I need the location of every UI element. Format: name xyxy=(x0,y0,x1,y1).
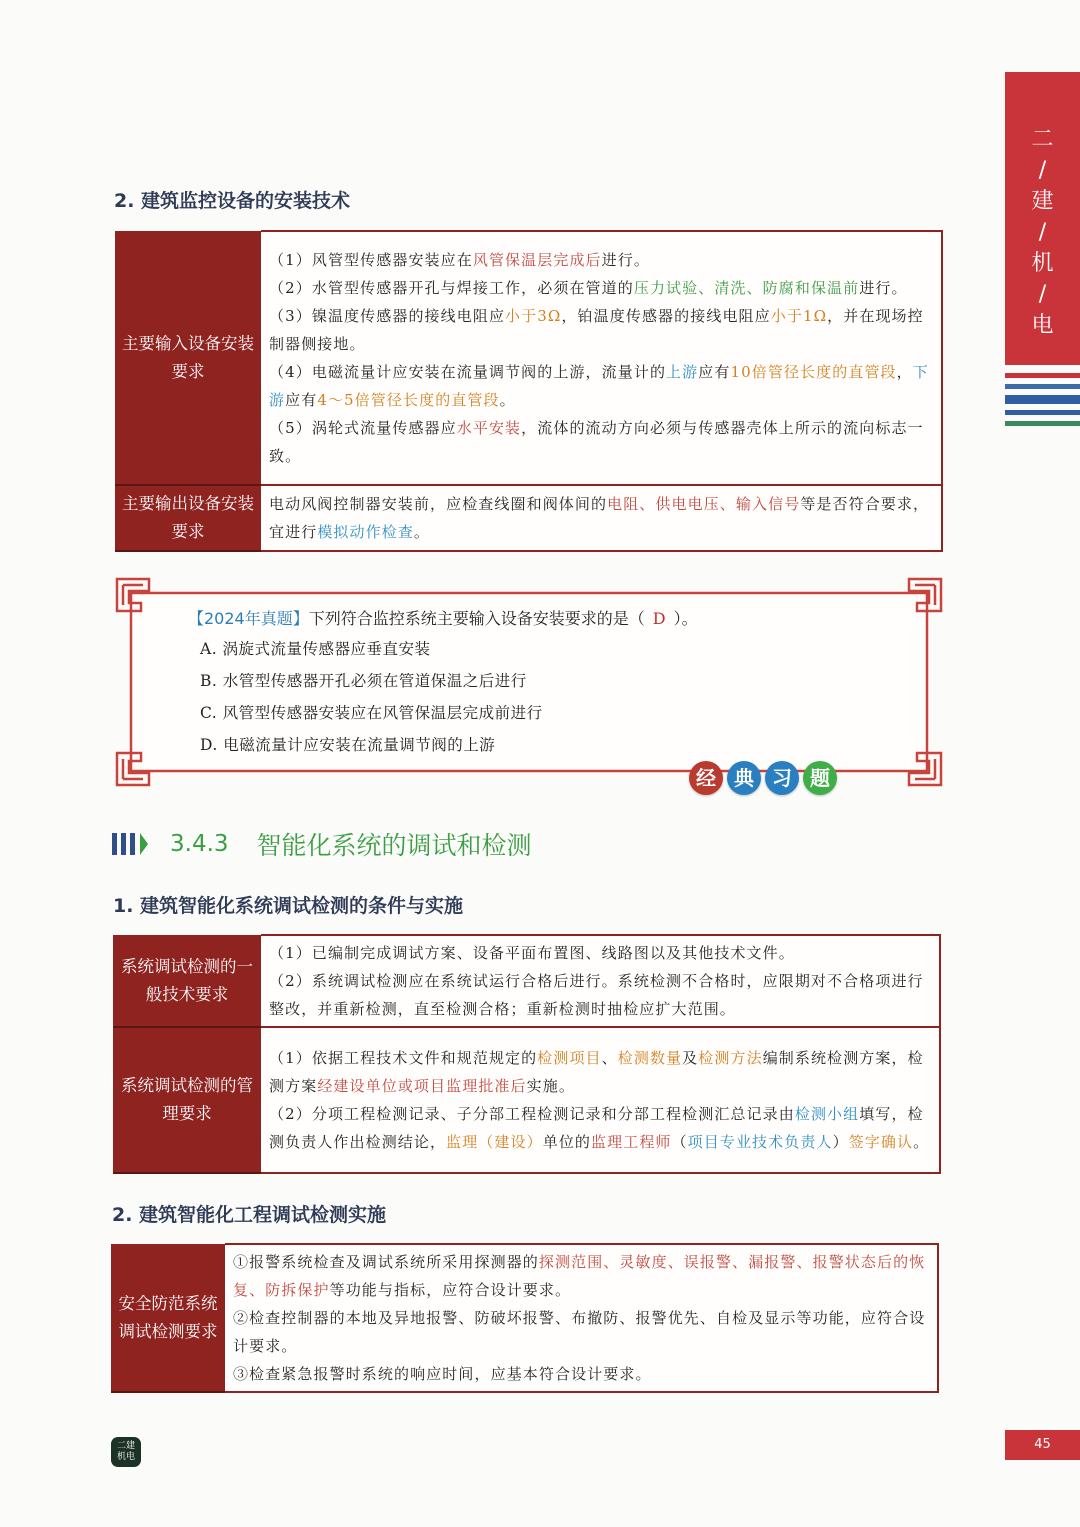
content-paragraph xyxy=(269,490,933,546)
plain-text: 等是否符合要求，宜进行 xyxy=(269,495,930,541)
content-paragraph xyxy=(269,1100,931,1156)
exam-year-tag: 【2024年真题】 xyxy=(188,609,309,628)
plain-text: 应有 xyxy=(285,391,318,409)
row-content xyxy=(225,1244,938,1392)
section-number: 3.4.3 xyxy=(170,831,229,857)
plain-text: ） xyxy=(832,1133,849,1151)
row-content xyxy=(261,935,940,1027)
plain-text: （2）分项工程检测记录、子分部工程检测记录和分部工程检测汇总记录由 xyxy=(269,1105,795,1123)
plain-text: ，并在现场控制器侧接地。 xyxy=(269,307,924,353)
monitoring-install-table xyxy=(115,230,943,552)
content-paragraph xyxy=(269,1044,931,1100)
option-c: C. 风管型传感器安装应在风管保温层完成前进行 xyxy=(200,704,543,722)
plain-text: （1）依据工程技术文件和规范规定的 xyxy=(269,1049,538,1067)
option-a: A. 涡旋式流量传感器应垂直安装 xyxy=(200,640,431,658)
content-paragraph xyxy=(233,1360,929,1388)
plain-text: （2）系统调试检测应在系统试运行合格后进行。系统检测不合格时，应限期对不合格项进行整改，并重新检测，直至检测合格；重新检测时抽检应扩大范围。 xyxy=(269,972,924,1018)
plain-text: 进行。 xyxy=(859,279,908,297)
side-tab-char: 二 xyxy=(1031,127,1054,152)
stripe xyxy=(1005,410,1080,415)
plain-text: 应有 xyxy=(698,363,731,381)
highlighted-term: 压力试验、清洗、防腐和保温前 xyxy=(633,279,860,297)
table-row xyxy=(113,935,940,1027)
plain-text: 等功能与指标，应符合设计要求。 xyxy=(329,1281,572,1299)
security-debug-table xyxy=(111,1243,939,1393)
highlighted-term: 上游 xyxy=(666,363,699,381)
highlighted-term: 经建设单位或项目监理批准后 xyxy=(317,1077,527,1095)
plain-text: 填写，检测负责人作出检测结论， xyxy=(269,1105,924,1151)
page-number: 45 xyxy=(1005,1430,1080,1460)
section-heading-conditions: 1. 建筑智能化系统调试检测的条件与实施 xyxy=(113,895,464,917)
answer: D xyxy=(652,609,666,628)
highlighted-term: 下游 xyxy=(269,363,929,409)
stripe xyxy=(1005,421,1080,426)
plain-text: ②检查控制器的本地及异地报警、防破坏报警、布撤防、报警优先、自检及显示等功能，应符合设计要求。 xyxy=(233,1309,926,1355)
content-paragraph xyxy=(269,358,933,414)
plain-text: ①报警系统检查及调试系统所采用探测器的 xyxy=(233,1253,539,1271)
highlighted-term: 检测小组 xyxy=(794,1105,860,1123)
option-d: D. 电磁流量计应安装在流量调节阀的上游 xyxy=(200,736,496,754)
row-label: 安全防范系统调试检测要求 xyxy=(111,1244,225,1392)
plain-text: （2）水管型传感器开孔与焊接工作，必须在管道的 xyxy=(269,279,634,297)
table-row xyxy=(113,1027,940,1173)
stripe xyxy=(1005,395,1080,404)
side-tab-char: / xyxy=(1038,220,1047,245)
plain-text: ，流体的流动方向必须与传感器壳体上所示的流向标志一致。 xyxy=(269,419,924,465)
plain-text: ， xyxy=(896,363,913,381)
highlighted-term: 检测数量 xyxy=(617,1049,683,1067)
plain-text: （4）电磁流量计应安装在流量调节阀的上游，流量计的 xyxy=(269,363,667,381)
plain-text: （1）已编制完成调试方案、设备平面布置图、线路图以及其他技术文件。 xyxy=(269,944,795,962)
table-row xyxy=(115,231,942,485)
section-bars-icon xyxy=(112,831,154,857)
row-content xyxy=(261,1027,940,1173)
section-title xyxy=(112,824,532,864)
side-tab-char: 机 xyxy=(1031,251,1054,276)
side-tab-char: 电 xyxy=(1031,313,1054,338)
section-heading-monitoring: 2. 建筑监控设备的安装技术 xyxy=(114,190,351,212)
highlighted-term: 小于3Ω xyxy=(505,307,562,325)
plain-text: 进行。 xyxy=(601,251,650,269)
side-tab-char: / xyxy=(1038,282,1047,307)
stripe xyxy=(1005,373,1080,378)
plain-text: 。 xyxy=(499,391,516,409)
side-tab-stripes xyxy=(1005,373,1080,426)
stripe xyxy=(1005,384,1080,389)
highlighted-term: 项目专业技术负责人 xyxy=(687,1133,833,1151)
row-content xyxy=(261,485,942,551)
logo-line: 二建 xyxy=(116,1441,135,1451)
row-label: 系统调试检测的一般技术要求 xyxy=(113,935,261,1027)
badge-char: 习 xyxy=(765,761,799,795)
logo-line: 机电 xyxy=(116,1452,135,1462)
plain-text: （5）涡轮式流量传感器应 xyxy=(269,419,457,437)
question-end: ）。 xyxy=(673,609,698,628)
row-label: 主要输出设备安装要求 xyxy=(115,485,261,551)
highlighted-term: 检测项目 xyxy=(537,1049,602,1067)
content-paragraph xyxy=(233,1248,929,1304)
plain-text: ③检查紧急报警时系统的响应时间，应基本符合设计要求。 xyxy=(233,1365,652,1383)
chapter-side-tab xyxy=(1005,72,1080,365)
plain-text: （1）风管型传感器安装应在 xyxy=(269,251,473,269)
table-row xyxy=(115,485,942,551)
content-paragraph xyxy=(269,414,933,470)
highlighted-term: 小于1Ω xyxy=(770,307,828,325)
content-paragraph xyxy=(269,274,933,302)
plain-text: 编制系统检测方案，检测方案 xyxy=(269,1049,924,1095)
badge-char: 经 xyxy=(689,761,723,795)
content-paragraph xyxy=(269,939,931,967)
content-paragraph xyxy=(233,1304,929,1360)
plain-text: 。 xyxy=(913,1133,930,1151)
plain-text: 及 xyxy=(682,1049,699,1067)
badge-char: 题 xyxy=(803,761,837,795)
highlighted-term: 4～5倍管径长度的直管段 xyxy=(317,391,500,409)
plain-text: ，铂温度传感器的接线电阻应 xyxy=(561,307,771,325)
highlighted-term: 探测范围、灵敏度、误报警、漏报警、报警状态后的恢复、防拆保护 xyxy=(233,1253,926,1299)
highlighted-term: 监理工程师 xyxy=(591,1133,672,1151)
highlighted-term: 水平安装 xyxy=(456,419,522,437)
row-label: 系统调试检测的管理要求 xyxy=(113,1027,261,1173)
highlighted-term: 10倍管径长度的直管段 xyxy=(730,363,897,381)
section-heading-implementation: 2. 建筑智能化工程调试检测实施 xyxy=(112,1204,387,1226)
row-label: 主要输入设备安装要求 xyxy=(115,231,261,485)
highlighted-term: 检测方法 xyxy=(698,1049,763,1067)
plain-text: （3）镍温度传感器的接线电阻应 xyxy=(269,307,506,325)
question-text: 下列符合监控系统主要输入设备安装要求的是（ xyxy=(308,609,645,628)
badge-char: 典 xyxy=(727,761,761,795)
highlighted-term: 签字确认 xyxy=(848,1133,914,1151)
table-row xyxy=(111,1244,938,1392)
row-content xyxy=(261,231,942,485)
highlighted-term: 模拟动作检查 xyxy=(317,523,414,541)
content-paragraph xyxy=(269,302,933,358)
brand-logo xyxy=(111,1437,141,1467)
plain-text: （ xyxy=(671,1133,688,1151)
plain-text: 实施。 xyxy=(526,1077,575,1095)
content-paragraph xyxy=(269,967,931,1023)
side-tab-char: / xyxy=(1038,158,1047,183)
content-paragraph xyxy=(269,246,933,274)
exam-question xyxy=(188,603,698,635)
highlighted-term: 风管保温层完成后 xyxy=(472,251,602,269)
plain-text: 。 xyxy=(413,523,431,541)
highlighted-term: 电阻、供电电压、输入信号 xyxy=(607,495,801,513)
section-name: 智能化系统的调试和检测 xyxy=(256,831,532,860)
debug-conditions-table xyxy=(113,934,941,1174)
plain-text: 电动风阀控制器安装前，应检查线圈和阀体间的 xyxy=(269,495,608,513)
option-b: B. 水管型传感器开孔必须在管道保温之后进行 xyxy=(200,672,527,690)
side-tab-char: 建 xyxy=(1031,189,1054,214)
plain-text: 单位的 xyxy=(542,1133,592,1151)
highlighted-term: 监理（建设） xyxy=(446,1133,543,1151)
plain-text: 、 xyxy=(601,1049,618,1067)
